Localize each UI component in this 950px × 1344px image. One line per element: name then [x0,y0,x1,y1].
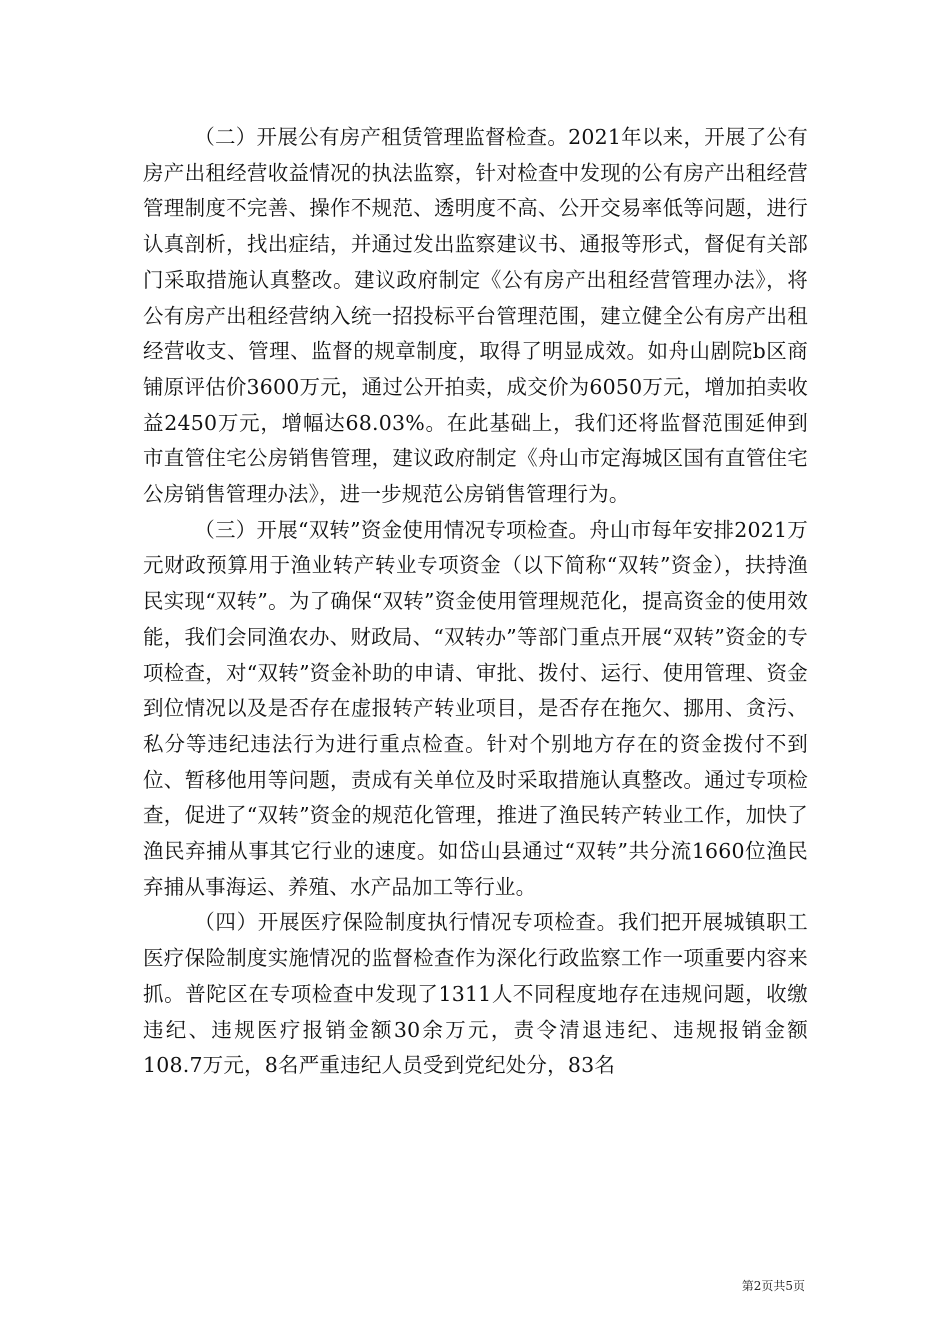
document-body [143,120,808,1084]
paragraph-housing-lease-inspection: （二）开展公有房产租赁管理监督检查。2021年以来，开展了公有房产出租经营收益情况的执法监察，针对检查中发现的公有房产出租经营管理制度不完善、操作不规范、透明度不高、公开交易率低等问题，进行认真剖析，找出症结，并通过发出监察建议书、通报等形式，督促有关部门采取措施认真整改。建议政府制定《公有房产出租经营管理办法》，将公有房产出租经营纳入统一招投标平台管理范围，建立健全公有房产出租经营收支、管理、监督的规章制度，取得了明显成效。如舟山剧院b区商铺原评估价3600万元，通过公开拍卖，成交价为6050万元，增加拍卖收益2450万元，增幅达68.03%。在此基础上，我们还将监督范围延伸到市直管住宅公房销售管理，建议政府制定《舟山市定海城区国有直管住宅公房销售管理办法》，进一步规范公房销售管理行为。 [143,125,808,507]
paragraph-shuangzhuan-fund-inspection: （三）开展“双转”资金使用情况专项检查。舟山市每年安排2021万元财政预算用于渔业转产转业专项资金（以下简称“双转”资金），扶持渔民实现“双转”。为了确保“双转”资金使用管理规范化，提高资金的使用效能，我们会同渔农办、财政局、“双转办”等部门重点开展“双转”资金的专项检查，对“双转”资金补助的申请、审批、拨付、运行、使用管理、资金到位情况以及是否存在虚报转产转业项目，是否存在拖欠、挪用、贪污、私分等违纪违法行为进行重点检查。针对个别地方存在的资金拨付不到位、暂移他用等问题，责成有关单位及时采取措施认真整改。通过专项检查，促进了“双转”资金的规范化管理，推进了渔民转产转业工作，加快了渔民弃捕从事其它行业的速度。如岱山县通过“双转”共分流1660位渔民弃捕从事海运、养殖、水产品加工等行业。 [143,517,808,899]
paragraph-medical-insurance-inspection: （四）开展医疗保险制度执行情况专项检查。我们把开展城镇职工医疗保险制度实施情况的监督检查作为深化行政监察工作一项重要内容来抓。普陀区在专项检查中发现了1311人不同程度地存在违规问题，收缴违纪、违规医疗报销金额30余万元，责令清退违纪、违规报销金额108.7万元，8名严重违纪人员受到党纪处分，83名 [143,910,808,1078]
page-number: 第2页共5页 [741,1279,805,1293]
